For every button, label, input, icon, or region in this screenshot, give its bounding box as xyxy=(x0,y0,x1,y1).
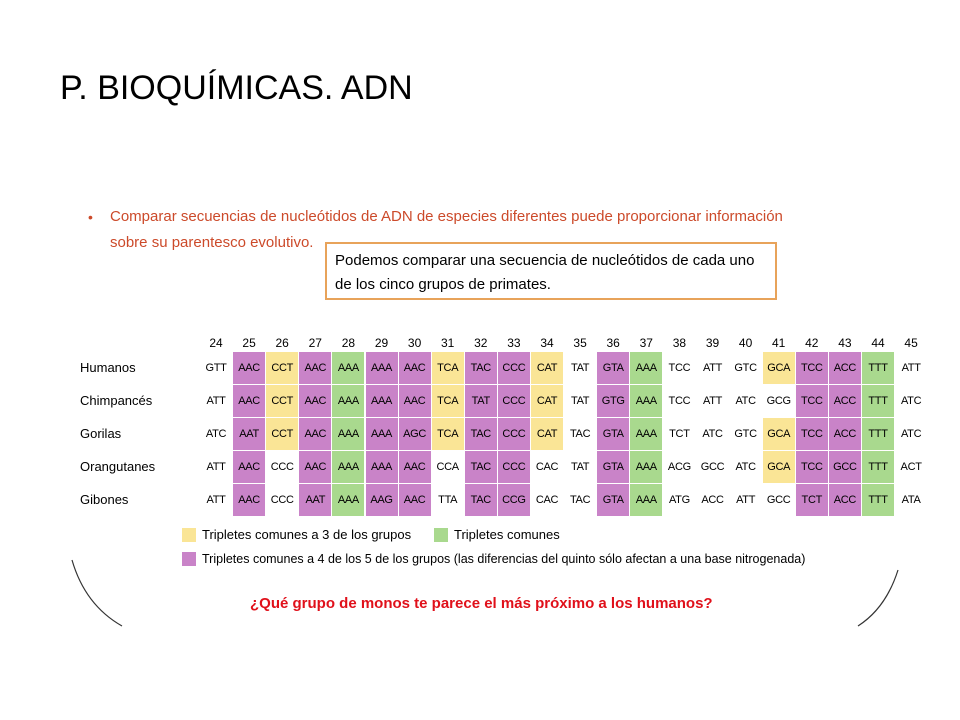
triplet-cell: AAA xyxy=(630,352,662,384)
species-label: Gibones xyxy=(80,492,129,507)
column-number: 45 xyxy=(904,336,918,350)
triplet-cell: CAC xyxy=(535,494,559,506)
triplet-cell: ATC xyxy=(900,428,922,440)
triplet-cell: TCT xyxy=(796,484,828,516)
triplet-cell: TTA xyxy=(438,494,458,506)
triplet-cell: CAC xyxy=(535,461,559,473)
triplet-cell: AAA xyxy=(366,451,398,483)
triplet-cell: AAC xyxy=(233,451,265,483)
triplet-cell: GCA xyxy=(763,352,795,384)
triplet-cell: AAA xyxy=(366,418,398,450)
triplet-cell: GCA xyxy=(763,451,795,483)
triplet-cell: CAT xyxy=(531,418,563,450)
triplet-cell: AAA xyxy=(630,385,662,417)
triplet-cell: GCC xyxy=(700,461,725,473)
column-number: 29 xyxy=(374,336,389,350)
triplet-cell: AAT xyxy=(233,418,265,450)
triplet-cell: GTA xyxy=(597,418,629,450)
triplet-cell: ATT xyxy=(206,395,226,407)
column-number: 42 xyxy=(805,336,819,350)
triplet-cell: GTA xyxy=(597,451,629,483)
left-arc xyxy=(72,560,122,626)
species-label: Chimpancés xyxy=(80,393,153,408)
species-row xyxy=(80,418,922,450)
legend-swatch-purple xyxy=(182,552,196,566)
triplet-cell: TTT xyxy=(862,418,894,450)
triplet-cell: ATT xyxy=(702,362,723,374)
bullet-marker: • xyxy=(88,209,93,225)
triplet-cell: CCG xyxy=(498,484,530,516)
triplet-cell: CAT xyxy=(531,385,563,417)
triplet-cell: ATT xyxy=(702,395,723,407)
triplet-cell: TCC xyxy=(796,352,828,384)
triplet-cell: ACC xyxy=(829,418,861,450)
triplet-cell: AAA xyxy=(630,418,662,450)
triplet-cell: CCA xyxy=(436,461,459,473)
species-label: Orangutanes xyxy=(80,459,156,474)
species-row xyxy=(80,451,922,483)
triplet-cell: TAC xyxy=(569,428,591,440)
column-number: 27 xyxy=(308,336,322,350)
triplet-cell: TTT xyxy=(862,451,894,483)
triplet-cell: TCC xyxy=(796,451,828,483)
column-number: 25 xyxy=(242,336,256,350)
triplet-cell: GCG xyxy=(766,395,791,407)
column-header-row xyxy=(80,332,918,354)
dna-comparison-figure xyxy=(70,190,922,626)
triplet-cell: CCC xyxy=(498,418,530,450)
column-number: 32 xyxy=(474,336,488,350)
column-number: 26 xyxy=(275,336,289,350)
triplet-cell: AAC xyxy=(399,385,431,417)
triplet-cell: CCC xyxy=(498,352,530,384)
triplet-cell: GTC xyxy=(734,428,757,440)
triplet-cell: AGC xyxy=(399,418,431,450)
triplet-cell: ATC xyxy=(205,428,227,440)
triplet-cell: AAC xyxy=(299,451,331,483)
triplet-cell: TTT xyxy=(862,385,894,417)
column-number: 35 xyxy=(573,336,587,350)
column-number: 28 xyxy=(341,336,356,350)
legend-yellow: Tripletes comunes a 3 de los grupos xyxy=(202,527,412,542)
triplet-cell: ATC xyxy=(735,461,756,473)
triplet-cell: GTC xyxy=(734,362,757,374)
species-label: Gorilas xyxy=(80,426,122,441)
triplet-cell: CCC xyxy=(270,494,294,506)
triplet-cell: CCT xyxy=(266,385,298,417)
triplet-cell: ACC xyxy=(701,494,724,506)
species-label: Humanos xyxy=(80,360,136,375)
triplet-cell: AAC xyxy=(233,385,265,417)
triplet-cell: AAA xyxy=(630,484,662,516)
triplet-cell: AAA xyxy=(332,385,364,417)
triplet-cell: TCC xyxy=(668,395,691,407)
question-text: ¿Qué grupo de monos te parece el más próximo a los humanos? xyxy=(250,595,713,612)
triplet-cell: AAA xyxy=(366,385,398,417)
triplet-cell: AAA xyxy=(366,352,398,384)
species-row xyxy=(80,385,922,417)
bullet-text: Comparar secuencias de nucleótidos de ADN de especies diferentes puede proporcionar información sobre su parentesco evolutivo. xyxy=(110,208,783,251)
triplet-cell: GCC xyxy=(829,451,861,483)
triplet-cell: GCA xyxy=(763,418,795,450)
triplet-cell: ACC xyxy=(829,352,861,384)
column-number: 44 xyxy=(871,336,885,350)
triplet-cell: ATT xyxy=(206,494,226,506)
triplet-cell: GCC xyxy=(766,494,791,506)
triplet-cell: AAG xyxy=(366,484,398,516)
right-arc xyxy=(858,570,898,626)
column-number: 33 xyxy=(507,336,521,350)
triplet-cell: CCC xyxy=(498,385,530,417)
triplet-cell: TCA xyxy=(432,418,464,450)
triplet-cell: TCA xyxy=(432,352,464,384)
legend-green: Tripletes comunes xyxy=(454,527,560,542)
triplet-cell: ATC xyxy=(900,395,922,407)
triplet-cell: AAC xyxy=(399,484,431,516)
callout-box: Podemos comparar una secuencia de nucleótidos de cada uno de los cinco grupos de primates. xyxy=(325,242,777,300)
triplet-cell: TAC xyxy=(569,494,591,506)
triplet-cell: TAT xyxy=(570,362,590,374)
triplet-cell: ATA xyxy=(901,494,921,506)
triplet-cell: CCC xyxy=(270,461,294,473)
column-number: 40 xyxy=(738,336,753,350)
legend-swatch-green xyxy=(434,528,448,542)
triplet-cell: ACC xyxy=(829,385,861,417)
triplet-cell: AAC xyxy=(299,418,331,450)
column-number: 36 xyxy=(606,336,620,350)
legend-swatch-yellow xyxy=(182,528,196,542)
triplet-cell: TCC xyxy=(668,362,691,374)
triplet-cell: TAT xyxy=(570,395,590,407)
triplet-cell: TAC xyxy=(465,418,497,450)
triplet-cell: AAA xyxy=(332,352,364,384)
triplet-cell: CAT xyxy=(531,352,563,384)
column-number: 24 xyxy=(209,336,223,350)
triplet-cell: ATC xyxy=(735,395,756,407)
triplet-cell: ATG xyxy=(668,494,690,506)
triplet-cell: TCA xyxy=(432,385,464,417)
triplet-cell: CCT xyxy=(266,352,298,384)
slide-title: P. BIOQUÍMICAS. ADN xyxy=(60,69,413,107)
triplet-cell: AAC xyxy=(299,352,331,384)
column-number: 38 xyxy=(672,336,687,350)
triplet-cell: AAC xyxy=(399,352,431,384)
column-number: 30 xyxy=(407,336,422,350)
triplet-cell: ATT xyxy=(901,362,921,374)
triplet-cell: AAA xyxy=(630,451,662,483)
triplet-cell: AAC xyxy=(399,451,431,483)
triplet-cell: TAT xyxy=(570,461,590,473)
legend-purple: Tripletes comunes a 4 de los 5 de los grupos (las diferencias del quinto sólo afectan a una base nitrogenada) xyxy=(202,552,806,566)
triplet-cell: AAA xyxy=(332,451,364,483)
triplet-cell: ACG xyxy=(667,461,691,473)
triplet-cell: TCC xyxy=(796,385,828,417)
triplet-cell: GTT xyxy=(205,362,227,374)
triplet-cell: ATT xyxy=(736,494,756,506)
triplet-cell: AAC xyxy=(233,484,265,516)
triplet-cell: GTG xyxy=(597,385,629,417)
triplet-cell: ATC xyxy=(702,428,723,440)
triplet-cell: AAC xyxy=(233,352,265,384)
triplet-cell: GTA xyxy=(597,484,629,516)
column-number: 37 xyxy=(639,336,653,350)
column-number: 43 xyxy=(838,336,852,350)
species-row xyxy=(80,484,921,516)
triplet-cell: ATT xyxy=(206,461,226,473)
triplet-cell: CCC xyxy=(498,451,530,483)
triplet-cell: TAC xyxy=(465,451,497,483)
triplet-cell: TCC xyxy=(796,418,828,450)
triplet-cell: CCT xyxy=(266,418,298,450)
triplet-cell: AAT xyxy=(299,484,331,516)
triplet-cell: ACC xyxy=(829,484,861,516)
triplet-cell: AAA xyxy=(332,418,364,450)
triplet-cell: TAC xyxy=(465,352,497,384)
triplet-cell: AAC xyxy=(299,385,331,417)
triplet-cell: TCT xyxy=(669,428,690,440)
column-number: 31 xyxy=(441,336,455,350)
column-number: 34 xyxy=(540,336,554,350)
column-number: 41 xyxy=(772,336,786,350)
triplet-cell: GTA xyxy=(597,352,629,384)
triplet-cell: ACT xyxy=(900,461,922,473)
column-number: 39 xyxy=(705,336,720,350)
triplet-cell: TTT xyxy=(862,352,894,384)
triplet-cell: TTT xyxy=(862,484,894,516)
species-row xyxy=(80,352,921,384)
triplet-cell: TAT xyxy=(465,385,497,417)
triplet-cell: AAA xyxy=(332,484,364,516)
triplet-cell: TAC xyxy=(465,484,497,516)
